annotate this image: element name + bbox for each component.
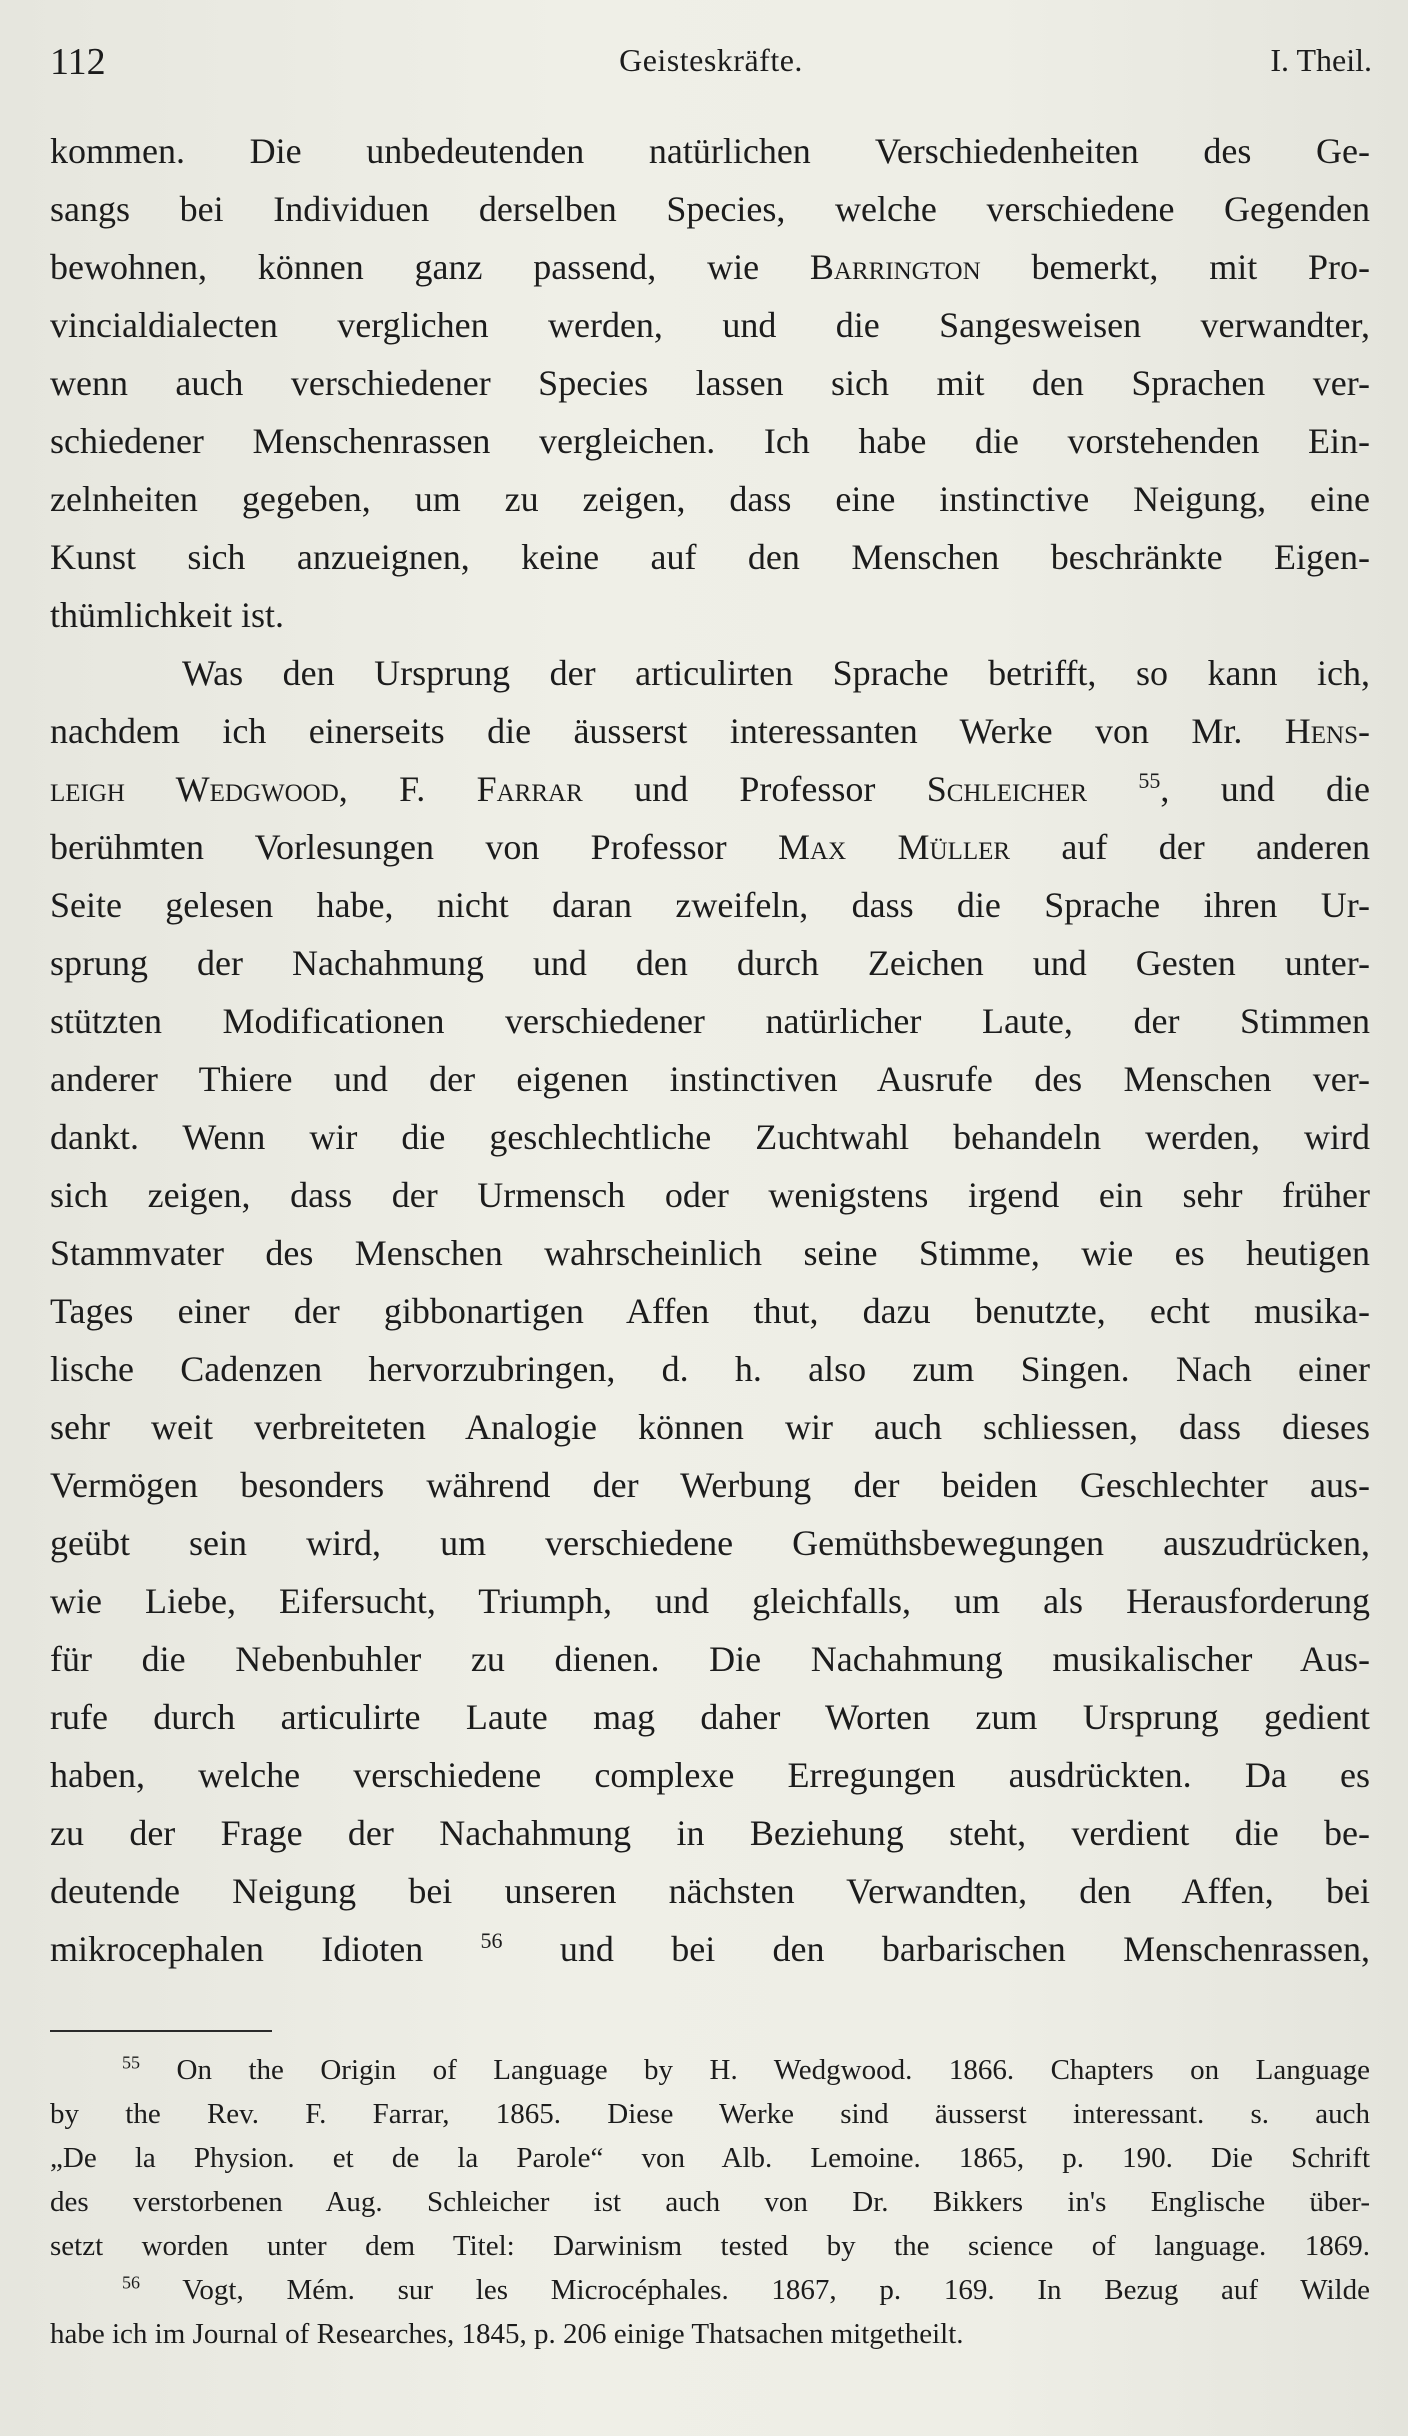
footnote-number: 55 <box>122 2052 140 2073</box>
part-label: I. Theil. <box>1270 42 1372 78</box>
text-line: dankt. Wenn wir die geschlechtliche Zuchtwahl behandeln werden, wird <box>50 1117 1370 1157</box>
author-name: leigh Wedgwood <box>50 769 339 809</box>
text-line: rufe durch articulirte Laute mag daher Worten zum Ursprung gedient <box>50 1697 1370 1737</box>
text-line: Tages einer der gibbonartigen Affen thut, dazu benutzte, echt musika- <box>50 1291 1370 1331</box>
page-number: 112 <box>50 41 106 83</box>
footnotes <box>50 2048 1370 2356</box>
text-line: Seite gelesen habe, nicht daran zweifeln, dass die Sprache ihren Ur- <box>50 885 1370 925</box>
text-line: zu der Frage der Nachahmung in Beziehung steht, verdient die be- <box>50 1813 1370 1853</box>
text-line: Stammvater des Menschen wahrscheinlich seine Stimme, wie es heutigen <box>50 1233 1370 1273</box>
text-line: sprung der Nachahmung und den durch Zeichen und Gesten unter- <box>50 943 1370 983</box>
text-line: Kunst sich anzueignen, keine auf den Menschen beschränkte Eigen- <box>50 537 1370 577</box>
author-name: Schleicher <box>926 769 1088 809</box>
footnote-reference: 55 <box>1138 768 1161 793</box>
author-name: Max Müller <box>778 827 1011 867</box>
author-name: Hens- <box>1284 711 1370 751</box>
text-line: haben, welche verschiedene complexe Erregungen ausdrückten. Da es <box>50 1755 1370 1795</box>
text-line: kommen. Die unbedeutenden natürlichen Verschiedenheiten des Ge- <box>50 131 1370 171</box>
text-line: lische Cadenzen hervorzubringen, d. h. also zum Singen. Nach einer <box>50 1349 1370 1389</box>
footnote-line: $^{55}$ On the Origin of Language by H. Wedgwood. 1866. Chapters on Language <box>122 2052 1370 2086</box>
footnote-line: setzt worden unter dem Titel: Darwinism tested by the science of language. 1869. <box>50 2230 1370 2262</box>
main-text <box>50 122 1370 1978</box>
text-line: stützten Modificationen verschiedener natürlicher Laute, der Stimmen <box>50 1001 1370 1041</box>
text-line: thümlichkeit ist. <box>50 595 284 635</box>
text-line: bewohnen, können ganz passend, wie Barrington bemerkt, mit Pro- <box>50 247 1370 287</box>
author-name: Barrington <box>809 247 981 287</box>
footnote-line: $^{56}$ Vogt, Mém. sur les Microcéphales. 1867, p. 169. In Bezug auf Wilde <box>122 2272 1370 2306</box>
text-line: berühmten Vorlesungen von Professor Max Müller auf der anderen <box>50 827 1370 867</box>
text-line: wenn auch verschiedener Species lassen sich mit den Sprachen ver- <box>50 363 1370 403</box>
text-line: Vermögen besonders während der Werbung der beiden Geschlechter aus- <box>50 1465 1370 1505</box>
text-line: geübt sein wird, um verschiedene Gemüthsbewegungen auszudrücken, <box>50 1523 1370 1563</box>
text-line: sehr weit verbreiteten Analogie können wir auch schliessen, dass dieses <box>50 1407 1370 1447</box>
text-line: anderer Thiere und der eigenen instinctiven Ausrufe des Menschen ver- <box>50 1059 1370 1099</box>
author-name: Farrar <box>476 769 583 809</box>
footnote-line: des verstorbenen Aug. Schleicher ist auch von Dr. Bikkers in's Englische über- <box>50 2186 1370 2218</box>
text-line: Was den Ursprung der articulirten Sprache betrifft, so kann ich, <box>182 653 1370 693</box>
footnote-separator <box>50 2030 272 2032</box>
footnote-line: by the Rev. F. Farrar, 1865. Diese Werke sind äusserst interessant. s. auch <box>50 2098 1370 2130</box>
text-line: nachdem ich einerseits die äusserst interessanten Werke von Mr. Hens- <box>50 711 1370 751</box>
footnote-reference: 56 <box>480 1928 503 1953</box>
footnote-line: habe ich im Journal of Researches, 1845, p. 206 einige Thatsachen mitgetheilt. <box>50 2318 964 2350</box>
text-line: deutende Neigung bei unseren nächsten Verwandten, den Affen, bei <box>50 1871 1370 1911</box>
text-line: sangs bei Individuen derselben Species, welche verschiedene Gegenden <box>50 189 1370 229</box>
text-line: vincialdialecten verglichen werden, und die Sangesweisen verwandter, <box>50 305 1370 345</box>
text-line: schiedener Menschenrassen vergleichen. Ich habe die vorstehenden Ein- <box>50 421 1370 461</box>
page-header <box>50 40 1372 90</box>
text-line: leigh Wedgwood, F. Farrar und Professor Schleicher $^{55}$, und die <box>50 768 1370 809</box>
footnote-line: „De la Physion. et de la Parole“ von Alb. Lemoine. 1865, p. 190. Die Schrift <box>50 2142 1370 2174</box>
text-line: für die Nebenbuhler zu dienen. Die Nachahmung musikalischer Aus- <box>50 1639 1370 1679</box>
text-line: sich zeigen, dass der Urmensch oder wenigstens irgend ein sehr früher <box>50 1175 1370 1215</box>
running-title: Geisteskräfte. <box>619 42 803 78</box>
text-line: wie Liebe, Eifersucht, Triumph, und gleichfalls, um als Herausforderung <box>50 1581 1370 1621</box>
footnote-number: 56 <box>122 2272 140 2293</box>
text-line: mikrocephalen Idioten $^{56}$ und bei den barbarischen Menschenrassen, <box>50 1928 1370 1969</box>
text-line: zelnheiten gegeben, um zu zeigen, dass eine instinctive Neigung, eine <box>50 479 1370 519</box>
